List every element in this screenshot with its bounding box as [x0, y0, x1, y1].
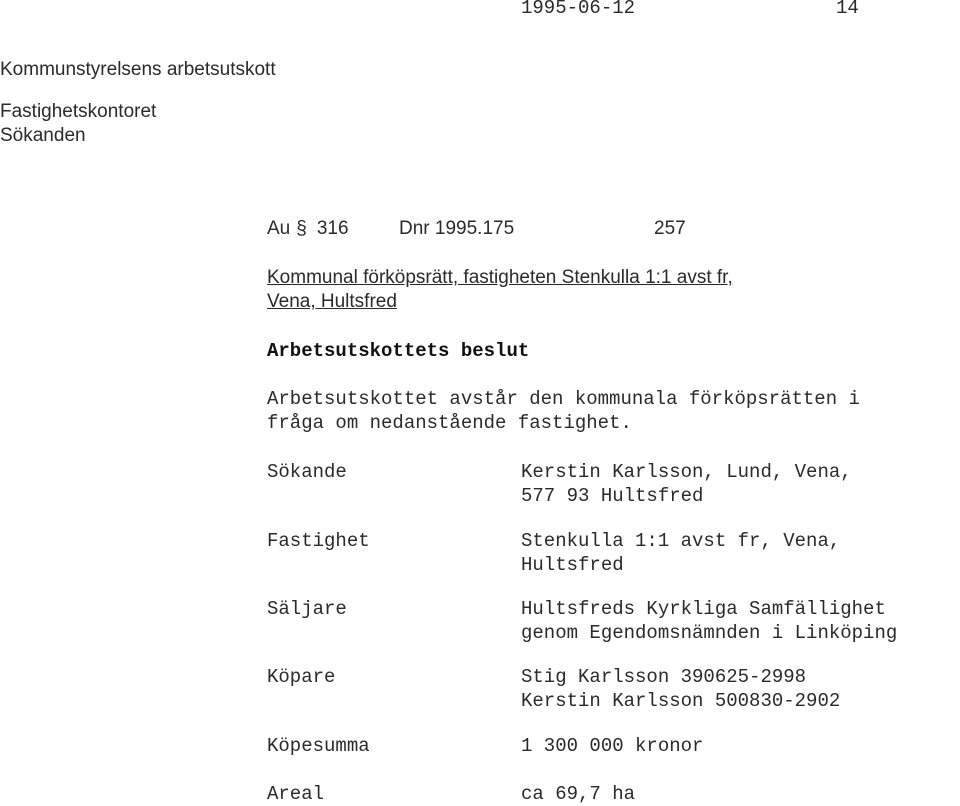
reference-line — [267, 217, 349, 241]
applicant-label: Sökande — [267, 461, 347, 483]
area-value: ca 69,7 ha — [521, 783, 636, 805]
distribution-line-2: Fastighetskontoret — [0, 101, 157, 122]
buyer-line-2: Kerstin Karlsson 500830-2902 — [521, 690, 841, 712]
area-label: Areal — [267, 783, 325, 805]
page-number: 14 — [836, 0, 859, 19]
buyer-line-1: Stig Karlsson 390625-2998 — [521, 666, 807, 688]
price-value: 1 300 000 kronor — [521, 735, 704, 757]
reference-prefix: Au — [267, 218, 291, 239]
applicant-line-2: 577 93 Hultsfred — [521, 485, 704, 507]
price-label: Köpesumma — [267, 735, 370, 757]
decision-line-2: fråga om nedanstående fastighet. — [267, 412, 632, 434]
distribution-line-1: Kommunstyrelsens arbetsutskott — [0, 59, 276, 80]
property-label: Fastighet — [267, 530, 370, 552]
property-line-1: Stenkulla 1:1 avst fr, Vena, — [521, 530, 841, 552]
property-line-2: Hultsfred — [521, 554, 624, 576]
section-number: 316 — [316, 218, 349, 239]
seller-line-1: Hultsfreds Kyrkliga Samfällighet — [521, 598, 886, 620]
diary-number: Dnr 1995.175 — [399, 218, 515, 239]
decision-heading: Arbetsutskottets beslut — [267, 340, 530, 362]
distribution-line-3: Sökanden — [0, 125, 86, 146]
seller-label: Säljare — [267, 598, 347, 620]
decision-line-1: Arbetsutskottet avstår den kommunala förköpsrätten i — [267, 388, 860, 410]
applicant-line-1: Kerstin Karlsson, Lund, Vena, — [521, 461, 852, 483]
document-date: 1995-06-12 — [521, 0, 636, 19]
section-symbol: § — [296, 218, 307, 239]
subject-line-2: Vena, Hultsfred — [267, 291, 397, 312]
subject-line-1: Kommunal förköpsrätt, fastigheten Stenkulla 1:1 avst fr, — [267, 267, 733, 288]
case-number: 257 — [654, 218, 686, 239]
seller-line-2: genom Egendomsnämnden i Linköping — [521, 622, 898, 644]
buyer-label: Köpare — [267, 666, 336, 688]
